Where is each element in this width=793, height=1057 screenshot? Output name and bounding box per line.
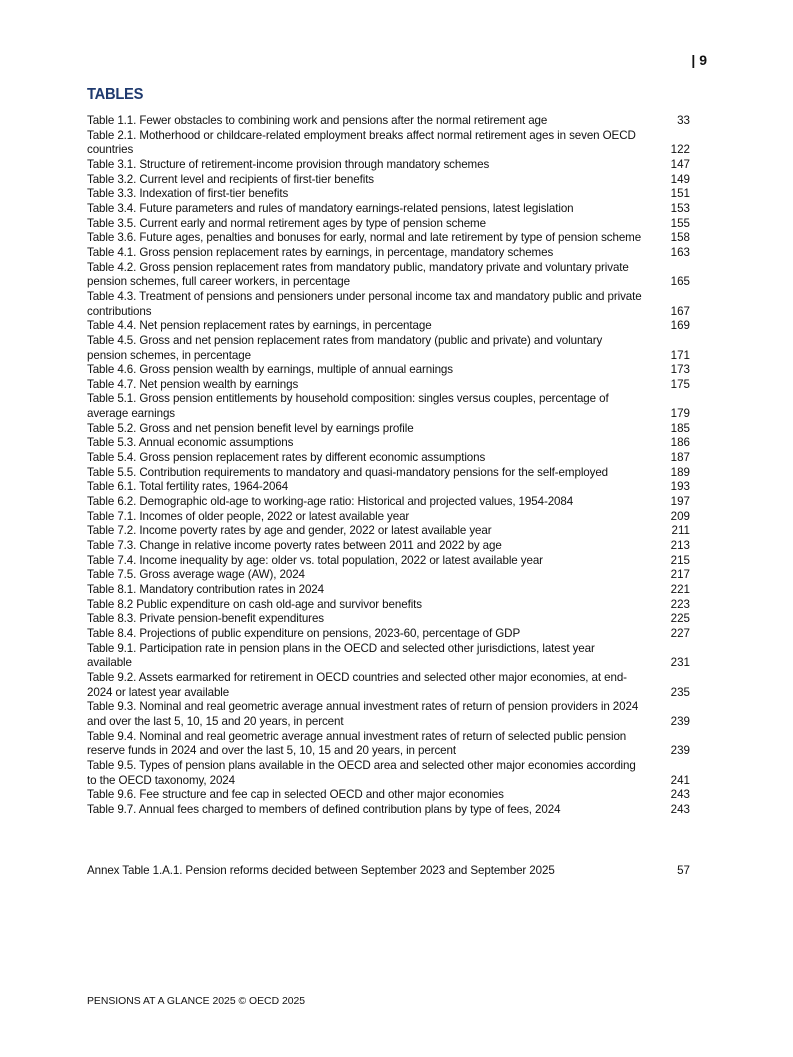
toc-entry-page[interactable]: 153 <box>670 201 690 215</box>
toc-entry-title[interactable]: Table 4.6. Gross pension wealth by earnings, multiple of annual earnings <box>87 363 453 377</box>
toc-entry-page[interactable]: 231 <box>670 656 690 670</box>
toc-entry-title[interactable]: Table 9.3. Nominal and real geometric average annual investment rates of return of pension providers in 2024 and over the last 5, 10, 15 and 20 years, in percent <box>87 700 639 728</box>
toc-entry[interactable] <box>87 202 690 217</box>
toc-entry-page[interactable]: 33 <box>677 114 690 127</box>
toc-entry-page[interactable]: 179 <box>670 407 690 421</box>
toc-entry-title[interactable]: Table 8.4. Projections of public expenditure on pensions, 2023-60, percentage of GDP <box>87 626 521 640</box>
toc-entry-title[interactable]: Table 9.1. Participation rate in pension plans in the OECD and selected other jurisdictions, latest year available <box>87 641 595 670</box>
toc-entry-page[interactable]: 239 <box>670 744 690 758</box>
toc-entry[interactable] <box>87 759 690 788</box>
toc-entry-title[interactable]: Table 3.2. Current level and recipients of first-tier benefits <box>87 172 375 186</box>
toc-entry-title[interactable]: Table 5.2. Gross and net pension benefit level by earnings profile <box>87 421 414 435</box>
toc-entry-page[interactable]: 225 <box>670 612 690 626</box>
toc-entry-title[interactable]: Table 6.2. Demographic old-age to working-age ratio: Historical and projected values, 1954-2084 <box>87 495 574 509</box>
toc-entry-title[interactable]: Table 4.7. Net pension wealth by earnings <box>87 377 299 391</box>
toc-entry-title[interactable]: Table 4.1. Gross pension replacement rates by earnings, in percentage, mandatory schemes <box>87 245 554 259</box>
toc-entry-page[interactable]: 187 <box>670 451 690 465</box>
toc-entry-page[interactable]: 215 <box>670 553 690 567</box>
toc-entry-page[interactable]: 57 <box>677 864 690 877</box>
toc-entry-title[interactable]: Table 3.4. Future parameters and rules of mandatory earnings-related pensions, latest legislation <box>87 201 574 215</box>
toc-entry-title[interactable]: Table 7.4. Income inequality by age: older vs. total population, 2022 or latest available year <box>87 553 543 567</box>
toc-entry[interactable] <box>87 392 690 421</box>
toc-entry-title[interactable]: Table 7.3. Change in relative income poverty rates between 2011 and 2022 by age <box>87 539 502 553</box>
toc-entry-page[interactable]: 169 <box>670 319 690 333</box>
toc-entry-title[interactable]: Table 4.3. Treatment of pensions and pensioners under personal income tax and mandatory public and private contributions <box>87 289 642 318</box>
toc-entry-title[interactable]: Table 9.2. Assets earmarked for retirement in OECD countries and selected other major economies, at end-2024 or latest year available <box>87 670 627 699</box>
toc-entry-page[interactable]: 197 <box>670 495 690 509</box>
toc-entry-page[interactable]: 167 <box>670 304 690 318</box>
toc-entry-page[interactable]: 173 <box>670 363 690 377</box>
toc-entry-page[interactable]: 175 <box>670 377 690 391</box>
toc-entry-page[interactable]: 149 <box>670 172 690 186</box>
toc-entry-title[interactable]: Table 4.5. Gross and net pension replacement rates from mandatory (public and private) and voluntary pension schemes, in percentage <box>87 333 603 362</box>
toc-entry[interactable] <box>87 246 690 261</box>
toc-entry[interactable] <box>87 466 690 481</box>
toc-entry-page[interactable]: 163 <box>670 245 690 259</box>
toc-entry[interactable] <box>87 642 690 671</box>
toc-entry-page[interactable]: 158 <box>670 231 690 245</box>
toc-entry[interactable] <box>87 671 690 700</box>
toc-entry[interactable] <box>87 554 690 569</box>
toc-entry[interactable] <box>87 436 690 451</box>
toc-entry-page[interactable]: 227 <box>670 626 690 640</box>
toc-entry[interactable] <box>87 510 690 525</box>
toc-entry[interactable] <box>87 217 690 232</box>
toc-entry-title[interactable]: Table 5.5. Contribution requirements to mandatory and quasi-mandatory pensions for the self-employed <box>87 465 609 479</box>
toc-entry-title[interactable]: Table 9.6. Fee structure and fee cap in selected OECD and other major economies <box>87 788 504 802</box>
toc-entry-title[interactable]: Table 5.4. Gross pension replacement rates by different economic assumptions <box>87 451 486 465</box>
toc-entry[interactable] <box>87 598 690 613</box>
toc-entry[interactable] <box>87 480 690 495</box>
toc-entry-page[interactable]: 171 <box>670 348 690 362</box>
toc-entry-page[interactable]: 217 <box>670 568 690 582</box>
toc-entry[interactable] <box>87 451 690 466</box>
toc-entry-title[interactable]: Annex Table 1.A.1. Pension reforms decided between September 2023 and September 2025 <box>87 864 555 877</box>
toc-entry[interactable] <box>87 700 690 729</box>
toc-entry[interactable] <box>87 788 690 803</box>
toc-entry-page[interactable]: 185 <box>670 421 690 435</box>
toc-entry-page[interactable]: 186 <box>670 436 690 450</box>
toc-entry-page[interactable]: 243 <box>670 788 690 802</box>
toc-entry-title[interactable]: Table 3.5. Current early and normal retirement ages by type of pension scheme <box>87 216 486 230</box>
toc-entry[interactable] <box>87 495 690 510</box>
toc-entry-page[interactable]: 241 <box>670 773 690 787</box>
toc-entry-page[interactable]: 193 <box>670 480 690 494</box>
toc-entry-title[interactable]: Table 9.7. Annual fees charged to members of defined contribution plans by type of fees, 2024 <box>87 802 561 816</box>
toc-entry[interactable] <box>87 319 690 334</box>
toc-entry-page[interactable]: 223 <box>670 597 690 611</box>
toc-entry[interactable] <box>87 568 690 583</box>
toc-entry[interactable] <box>87 730 690 759</box>
toc-entry-page[interactable]: 147 <box>670 157 690 171</box>
toc-entry-title[interactable]: Table 6.1. Total fertility rates, 1964-2064 <box>87 480 289 494</box>
toc-entry-title[interactable]: Table 3.3. Indexation of first-tier benefits <box>87 187 289 201</box>
toc-entry-title[interactable]: Table 4.4. Net pension replacement rates by earnings, in percentage <box>87 319 432 333</box>
toc-entry[interactable] <box>87 363 690 378</box>
toc-entry[interactable] <box>87 583 690 598</box>
toc-entry[interactable] <box>87 114 690 129</box>
toc-entry[interactable] <box>87 231 690 246</box>
toc-entry-title[interactable]: Table 3.6. Future ages, penalties and bonuses for early, normal and late retirement by type of pension scheme <box>87 231 642 245</box>
toc-entry[interactable] <box>87 539 690 554</box>
toc-entry[interactable] <box>87 290 690 319</box>
toc-entry[interactable] <box>87 187 690 202</box>
toc-entry-title[interactable]: Table 2.1. Motherhood or childcare-related employment breaks affect normal retirement ages in seven OECD countries <box>87 128 636 157</box>
toc-entry-title[interactable]: Table 8.1. Mandatory contribution rates in 2024 <box>87 583 324 596</box>
toc-entry-title[interactable]: Table 7.5. Gross average wage (AW), 2024 <box>87 568 305 582</box>
toc-entry[interactable] <box>87 803 690 818</box>
section-heading: TABLES <box>87 86 144 103</box>
toc-entry-page[interactable]: 151 <box>670 187 690 201</box>
toc-entry-title[interactable]: Table 5.3. Annual economic assumptions <box>87 436 294 450</box>
toc-entry-title[interactable]: Table 3.1. Structure of retirement-income provision through mandatory schemes <box>87 157 490 171</box>
toc-entry-page[interactable]: 209 <box>670 509 690 523</box>
toc-entry[interactable] <box>87 378 690 393</box>
annex-tables-list <box>87 864 690 879</box>
toc-entry-page[interactable]: 239 <box>670 714 690 728</box>
toc-entry[interactable] <box>87 627 690 642</box>
toc-entry[interactable] <box>87 334 690 363</box>
toc-entry-page[interactable]: 211 <box>671 524 690 538</box>
toc-entry-title[interactable]: Table 4.2. Gross pension replacement rates from mandatory public, mandatory private and voluntary private pension schemes, full career workers, in percentage <box>87 260 629 289</box>
toc-entry-page[interactable]: 235 <box>670 685 690 699</box>
toc-entry-title[interactable]: Table 8.2 Public expenditure on cash old-age and survivor benefits <box>87 597 422 611</box>
toc-entry-title[interactable]: Table 5.1. Gross pension entitlements by household composition: singles versus couples, percentage of average earnings <box>87 392 609 421</box>
toc-entry-title[interactable]: Table 9.4. Nominal and real geometric average annual investment rates of return of selected public pension reserve funds in 2024 and over the last 5, 10, 15 and 20 years, in percent <box>87 729 627 758</box>
toc-entry[interactable] <box>87 612 690 627</box>
toc-entry-title[interactable]: Table 8.3. Private pension-benefit expenditures <box>87 612 324 626</box>
toc-entry-title[interactable]: Table 1.1. Fewer obstacles to combining work and pensions after the normal retirement age <box>87 114 548 127</box>
toc-entry-title[interactable]: Table 7.2. Income poverty rates by age and gender, 2022 or latest available year <box>87 524 492 538</box>
toc-entry[interactable] <box>87 261 690 290</box>
page-footer: PENSIONS AT A GLANCE 2025 © OECD 2025 <box>87 996 306 1007</box>
toc-entry[interactable] <box>87 173 690 188</box>
toc-entry-page[interactable]: 189 <box>670 465 690 479</box>
toc-entry[interactable] <box>87 524 690 539</box>
toc-entry-page[interactable]: 213 <box>670 539 690 553</box>
page-number: | 9 <box>691 52 707 68</box>
toc-entry[interactable] <box>87 864 690 879</box>
toc-entry-page[interactable]: 165 <box>670 275 690 289</box>
toc-entry-page[interactable]: 221 <box>670 583 690 596</box>
tables-list <box>87 114 690 818</box>
toc-entry-page[interactable]: 155 <box>670 216 690 230</box>
toc-entry-page[interactable]: 122 <box>670 143 690 157</box>
toc-entry[interactable] <box>87 422 690 437</box>
toc-entry[interactable] <box>87 158 690 173</box>
toc-entry-title[interactable]: Table 9.5. Types of pension plans available in the OECD area and selected other major economies according to the OECD taxonomy, 2024 <box>87 758 636 787</box>
toc-entry[interactable] <box>87 129 690 158</box>
toc-entry-page[interactable]: 243 <box>670 802 690 816</box>
toc-entry-title[interactable]: Table 7.1. Incomes of older people, 2022 or latest available year <box>87 509 410 523</box>
